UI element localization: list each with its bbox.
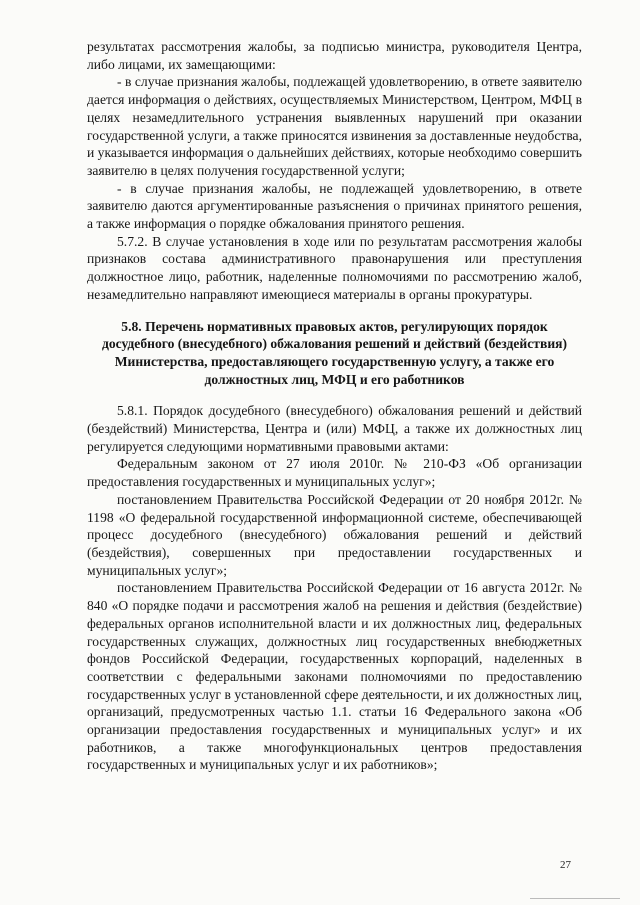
paragraph-complaint-satisfied: - в случае признания жалобы, подлежащей удовлетворению, в ответе заявителю дается информация о действиях, осуществляемых Министерством, Центром, МФЦ в целях незамедлительного устранения выявленных нарушений при оказании государственной услуги, а также приносятся извинения за доставленные неудобства, и указывается информация о дальнейших действиях, которые необходимо совершить заявителю в целях получения государственной услуги; [87,74,583,178]
paragraph-complaint-rejected: - в случае признания жалобы, не подлежащей удовлетворению, в ответе заявителю даются аргументированные разъяснения о причинах принятого решения, а также информация о порядке обжалования принятого решения. [87,180,582,232]
paragraph-resolution-840: постановлением Правительства Российской Федерации от 16 августа 2012г. № 840 «О порядке подачи и рассмотрения жалоб на решения и действия (бездействие) федеральных органов исполнительной власти и их должностных лиц, федеральных государственных служащих, должностных лиц государственных внебюджетных фондов Российской Федерации, государственных корпораций, наделенных в соответствии с федеральными законами полномочиями по предоставлению государственных услуг в установленной сфере деятельности, и их должностных лиц, организаций, предусмотренных частью 1.1. статьи 16 Федерального закона «Об организации предоставления государственных и муниципальных услуг» и их работников, а также многофункциональных центров предоставления государственных и муниципальных услуг и их работников»; [87,580,582,773]
paragraph-5-7-2: 5.7.2. В случае установления в ходе или по результатам рассмотрения жалобы признаков состава административного правонарушения или преступления должностное лицо, работник, наделенные полномочиями по рассмотрению жалоб, незамедлительно направляют имеющиеся материалы в органы прокуратуры. [87,233,582,302]
scan-edge-mark [530,898,620,903]
paragraph-5-8-1: 5.8.1. Порядок досудебного (внесудебного) обжалования решений и действий (бездействий) Министерства, Центра и (или) МФЦ, а также их должностных лиц регулируется следующими нормативными правовыми актами: [87,403,582,454]
page-number: 27 [560,859,571,871]
document-body [87,38,582,774]
paragraph-federal-law-210: Федеральным законом от 27 июля 2010г. № 210-ФЗ «Об организации предоставления государственных и муниципальных услуг»; [87,456,582,490]
section-heading-5-8: 5.8. Перечень нормативных правовых актов, регулирующих порядок досудебного (внесудебного) обжалования решений и действий (бездействия) Министерства, предоставляющего государственную услугу, а также его должностных лиц, МФЦ и его работников [101,318,568,387]
paragraph-resolution-1198: постановлением Правительства Российской Федерации от 20 ноября 2012г. № 1198 «О федеральной государственной информационной системе, обеспечивающей процесс досудебного (внесудебного) обжалования решений и действий (бездействия), совершенных при предоставлении государственных и муниципальных услуг»; [87,491,582,578]
paragraph-complaint-results: результатах рассмотрения жалобы, за подписью министра, руководителя Центра, либо лицами, их замещающими: [87,39,582,72]
